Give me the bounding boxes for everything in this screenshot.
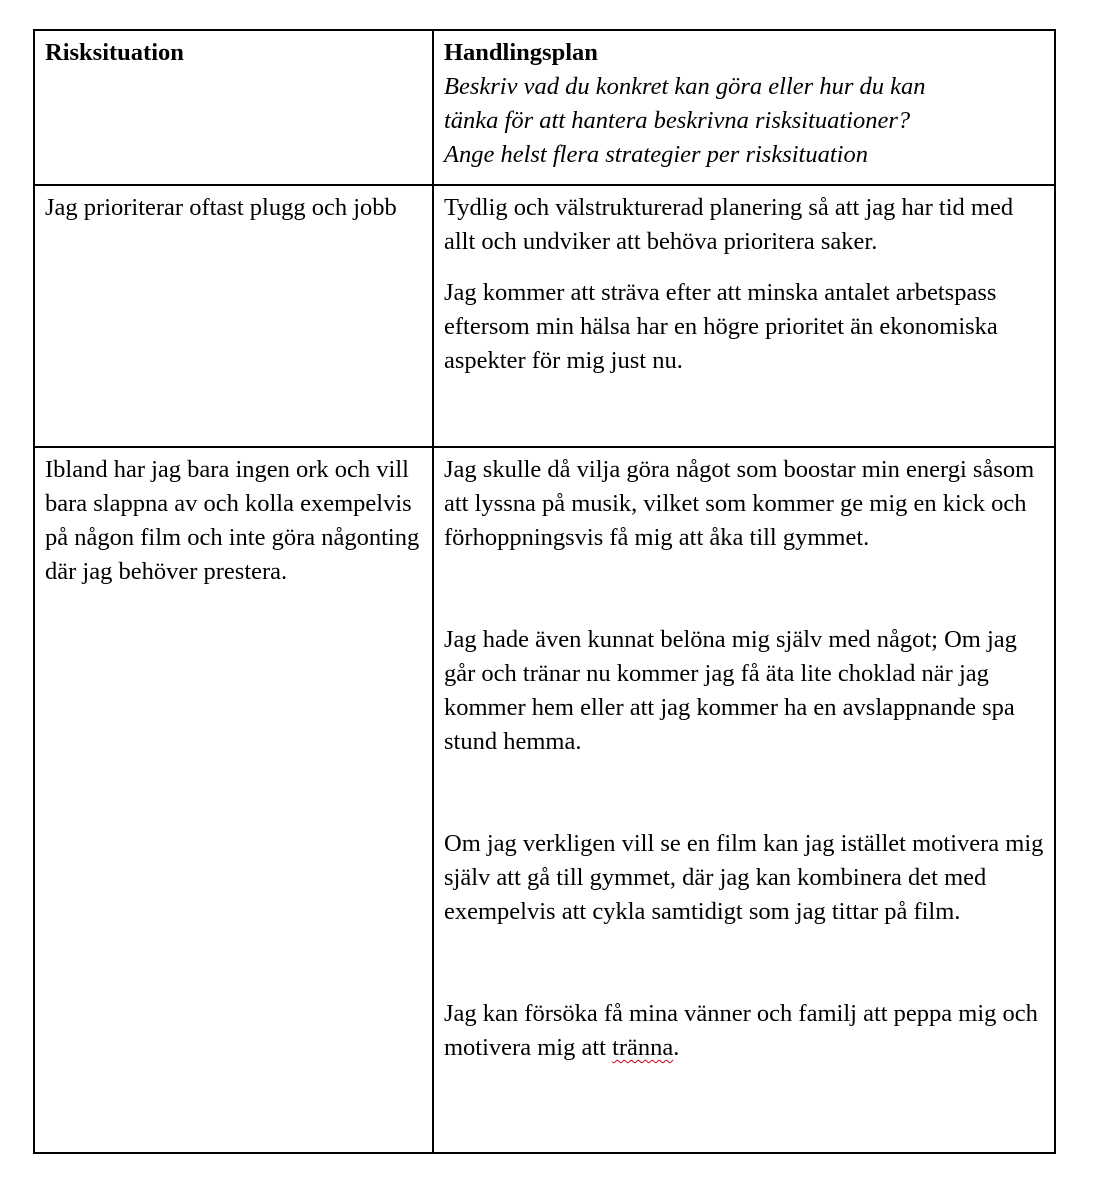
header-plan-instruction-line: tänka för att hantera beskrivna risksituationer?: [444, 107, 911, 134]
header-plan-label: Handlingsplan: [444, 39, 598, 66]
header-cell-plan: [433, 30, 1055, 185]
table-row: [34, 185, 1055, 447]
misspelled-word: tränna: [612, 1034, 674, 1061]
header-risk-label: Risksituation: [45, 39, 184, 66]
plan-strategy: Tydlig och välstrukturerad planering så att jag har tid med allt och undviker att behöva prioritera saker.: [444, 194, 1014, 255]
plan-strategy: Jag hade även kunnat belöna mig själv med något; Om jag går och tränar nu kommer jag få äta lite choklad när jag kommer hem eller att jag kommer ha en avslappnande spa stund hemma.: [444, 626, 1017, 755]
plan-strategy-end: .: [673, 1034, 680, 1061]
risk-cell: [34, 447, 433, 1153]
plan-cell: [433, 185, 1055, 447]
table-row: [34, 447, 1055, 1153]
plan-strategy: Jag kommer att sträva efter att minska antalet arbetspass eftersom min hälsa har en högre prioritet än ekonomiska aspekter för mig just nu.: [444, 279, 998, 374]
risk-cell: [34, 185, 433, 447]
plan-cell: [433, 447, 1055, 1153]
header-cell-risk: [34, 30, 433, 185]
risk-text: Ibland har jag bara ingen ork och vill bara slappna av och kolla exempelvis på någon film och inte göra någonting där jag behöver prestera.: [45, 456, 420, 585]
plan-strategy-last: [444, 997, 1044, 1065]
plan-strategy-text: Jag kan försöka få mina vänner och familj att peppa mig och motivera mig att: [444, 1000, 1038, 1061]
table-header-row: [34, 30, 1055, 185]
header-plan-instruction-line: Ange helst flera strategier per risksituation: [444, 141, 868, 168]
risk-action-plan-table: [33, 29, 1056, 1154]
risk-text: Jag prioriterar oftast plugg och jobb: [45, 194, 397, 221]
plan-strategy: Jag skulle då vilja göra något som boostar min energi såsom att lyssna på musik, vilket som kommer ge mig en kick och förhoppningsvis få mig att åka till gymmet.: [444, 456, 1035, 551]
header-plan-instruction-line: Beskriv vad du konkret kan göra eller hur du kan: [444, 73, 926, 100]
plan-strategy: Om jag verkligen vill se en film kan jag istället motivera mig själv att gå till gymmet, där jag kan kombinera det med exempelvis att cykla samtidigt som jag tittar på film.: [444, 830, 1044, 925]
